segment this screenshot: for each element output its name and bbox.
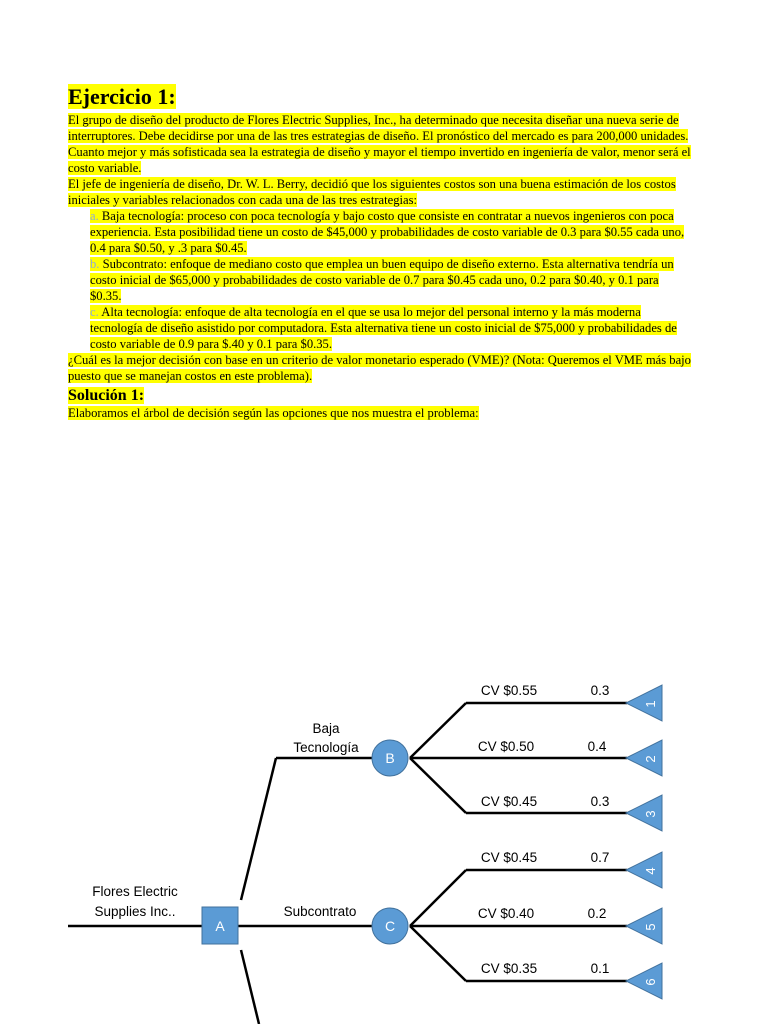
- c-outcome-6-diagonal: [410, 926, 466, 981]
- outcome-cv: CV $0.35: [480, 961, 538, 976]
- terminal-node-number: 4: [643, 867, 658, 875]
- branch-baja-label-2: Tecnología: [293, 740, 359, 755]
- outcome-probability: 0.7: [590, 850, 610, 865]
- exercise-paragraph-1: El grupo de diseño del producto de Flores Electric Supplies, Inc., ha determinado que necesita diseñar una nueva serie de interruptores. Debe decidirse por una de las tres estrategias de diseño. El pronóstico del mercado es para 200,000 unidades. Cuanto mejor y más sofisticada sea la estrategia de diseño y mayor el tiempo invertido en ingeniería de valor, menor será el costo variable.: [68, 113, 691, 175]
- b-outcome-1-diagonal: [410, 703, 466, 758]
- list-item: a. Baja tecnología: proceso con poca tecnología y bajo costo que consiste en contratar a nuevos ingenieros con poca experiencia. Esta posibilidad tiene un costo de $45,000 y probabilidades de costo variable de 0.3 para $0.55 cada uno, 0.4 para $0.50, y .3 para $0.45.: [90, 209, 685, 255]
- outcome-probability: 0.3: [590, 794, 610, 809]
- b-outcome-3-diagonal: [410, 758, 466, 813]
- branch-subcontrato-label: Subcontrato: [283, 904, 357, 919]
- solution-intro: Elaboramos el árbol de decisión según las opciones que nos muestra el problema:: [68, 406, 479, 420]
- terminal-node-number: 1: [643, 700, 658, 708]
- outcome-cv: CV $0.45: [480, 794, 538, 809]
- c-outcome-4-diagonal: [410, 870, 466, 926]
- outcome-cv: CV $0.45: [480, 850, 538, 865]
- solution-title: Solución 1:: [68, 387, 145, 404]
- baja-branch-diagonal: [241, 758, 276, 900]
- outcome-cv: CV $0.40: [477, 906, 535, 921]
- outcome-probability: 0.4: [587, 739, 607, 754]
- outcome-cv: CV $0.50: [477, 739, 535, 754]
- outcome-probability: 0.3: [590, 683, 610, 698]
- outcome-probability: 0.2: [587, 906, 607, 921]
- list-item: c. Alta tecnología: enfoque de alta tecnología en el que se usa lo mejor del personal interno y la más moderna tecnología de diseño asistido por computadora. Esta alternativa tiene un costo inicial de $75,000 y probabilidades de costo variable de 0.9 para $.40 y 0.1 para $0.35.: [90, 305, 677, 351]
- exercise-paragraph-2: El jefe de ingeniería de diseño, Dr. W. L. Berry, decidió que los siguientes costos son una buena estimación de los costos iniciales y variables relacionados con cada una de las tres estrategias:: [68, 177, 676, 207]
- list-item: b. Subcontrato: enfoque de mediano costo que emplea un buen equipo de diseño externo. Esta alternativa tendría un costo inicial de $65,000 y probabilidades de costo variable de 0.7 para $0.45 cada uno, 0.2 para $0.40, y 0.1 para $0.35.: [90, 257, 674, 303]
- terminal-node-number: 2: [643, 755, 658, 763]
- branch-baja-label-1: Baja: [312, 721, 340, 736]
- terminal-node-number: 3: [643, 810, 658, 818]
- terminal-node-number: 5: [643, 923, 658, 931]
- terminal-node-number: 6: [643, 978, 658, 986]
- exercise-title: Ejercicio 1:: [68, 84, 176, 109]
- alta-branch-diagonal: [241, 950, 259, 1024]
- outcome-probability: 0.1: [590, 961, 610, 976]
- chance-node-b-label: B: [385, 750, 395, 766]
- decision-node-a-label: A: [215, 918, 225, 934]
- root-label-line-1: Flores Electric: [92, 884, 178, 899]
- exercise-question: ¿Cuál es la mejor decisión con base en un criterio de valor monetario esperado (VME)? (Nota: Queremos el VME más bajo puesto que se manejan costos en este problema).: [68, 353, 691, 383]
- chance-node-c-label: C: [384, 918, 396, 934]
- root-label-line-2: Supplies Inc..: [94, 904, 176, 919]
- outcome-cv: CV $0.55: [480, 683, 538, 698]
